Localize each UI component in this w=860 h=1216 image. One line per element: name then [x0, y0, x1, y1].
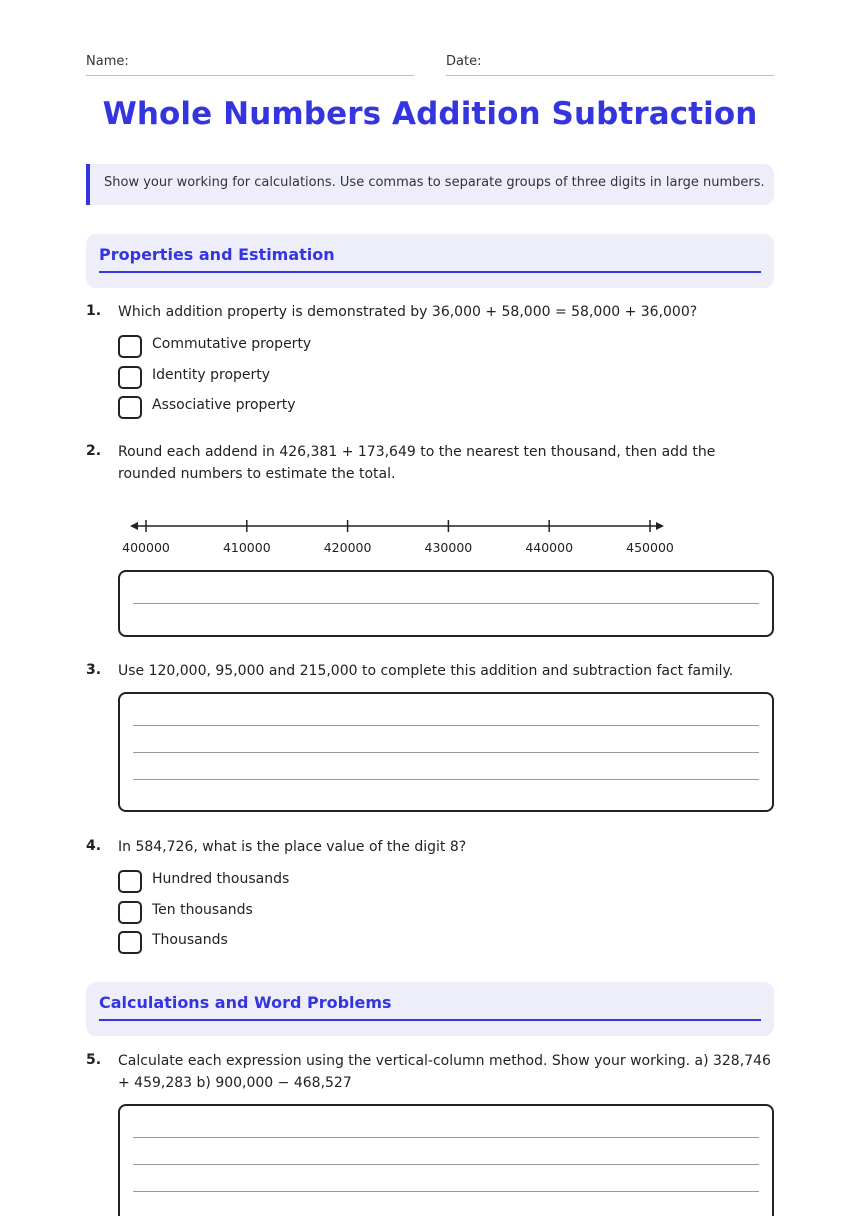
answer-line: [133, 603, 759, 604]
answer-box[interactable]: [118, 692, 774, 812]
number-line-label: 400000: [122, 540, 170, 555]
option-checkbox[interactable]: [118, 901, 142, 924]
question-text: Which addition property is demonstrated by 36,000 + 58,000 = 58,000 + 36,000?: [118, 304, 698, 320]
section-title: Properties and Estimation: [99, 245, 335, 264]
answer-line: [133, 1191, 759, 1192]
answer-box[interactable]: [118, 1104, 774, 1216]
answer-line: [133, 1164, 759, 1165]
right-arrow-icon: [656, 522, 664, 530]
page-title: Whole Numbers Addition Subtraction: [102, 96, 758, 132]
number-line-label: 450000: [626, 540, 674, 555]
name-label: Name:: [86, 54, 129, 69]
question-number: 4.: [86, 838, 102, 854]
question-number: 5.: [86, 1052, 102, 1068]
option-label: Thousands: [152, 932, 228, 948]
answer-line: [133, 725, 759, 726]
answer-line: [133, 779, 759, 780]
question-number: 1.: [86, 303, 102, 319]
option-checkbox[interactable]: [118, 366, 142, 389]
option-label: Identity property: [152, 367, 271, 383]
number-line: [118, 512, 698, 562]
number-line-label: 420000: [323, 540, 372, 555]
option-checkbox[interactable]: [118, 870, 142, 893]
question-text: Calculate each expression using the vertical-column method. Show your working. a) 328,746 + 459,283 b) 900,000 − 468,527: [118, 1053, 771, 1091]
answer-line: [133, 1137, 759, 1138]
number-line-label: 440000: [525, 540, 574, 555]
question-text: In 584,726, what is the place value of the digit 8?: [118, 839, 467, 855]
option-checkbox[interactable]: [118, 335, 142, 358]
option-checkbox[interactable]: [118, 931, 142, 954]
date-label: Date:: [446, 54, 482, 69]
option-label: Ten thousands: [152, 902, 253, 918]
instructions-text: Show your working for calculations. Use commas to separate groups of three digits in large numbers.: [104, 175, 765, 190]
option-label: Associative property: [152, 397, 296, 413]
name-field[interactable]: [86, 54, 414, 76]
option-label: Hundred thousands: [152, 871, 290, 887]
option-label: Commutative property: [152, 336, 312, 352]
number-line-label: 410000: [222, 540, 271, 555]
instructions-callout: [86, 164, 774, 205]
question-number: 2.: [86, 443, 102, 459]
section-header-calculations: [86, 982, 774, 1036]
question-text: Use 120,000, 95,000 and 215,000 to complete this addition and subtraction fact family.: [118, 663, 734, 679]
answer-box[interactable]: [118, 570, 774, 637]
number-line-graphic: [118, 512, 698, 562]
section-rule: [99, 271, 761, 273]
date-field[interactable]: [446, 54, 774, 76]
question-text: Round each addend in 426,381 + 173,649 to the nearest ten thousand, then add the rounded numbers to estimate the total.: [118, 444, 716, 482]
section-title: Calculations and Word Problems: [99, 993, 392, 1012]
question-number: 3.: [86, 662, 102, 678]
option-checkbox[interactable]: [118, 396, 142, 419]
answer-line: [133, 752, 759, 753]
left-arrow-icon: [130, 522, 138, 530]
section-header-properties: [86, 234, 774, 288]
section-rule: [99, 1019, 761, 1021]
number-line-label: 430000: [424, 540, 473, 555]
